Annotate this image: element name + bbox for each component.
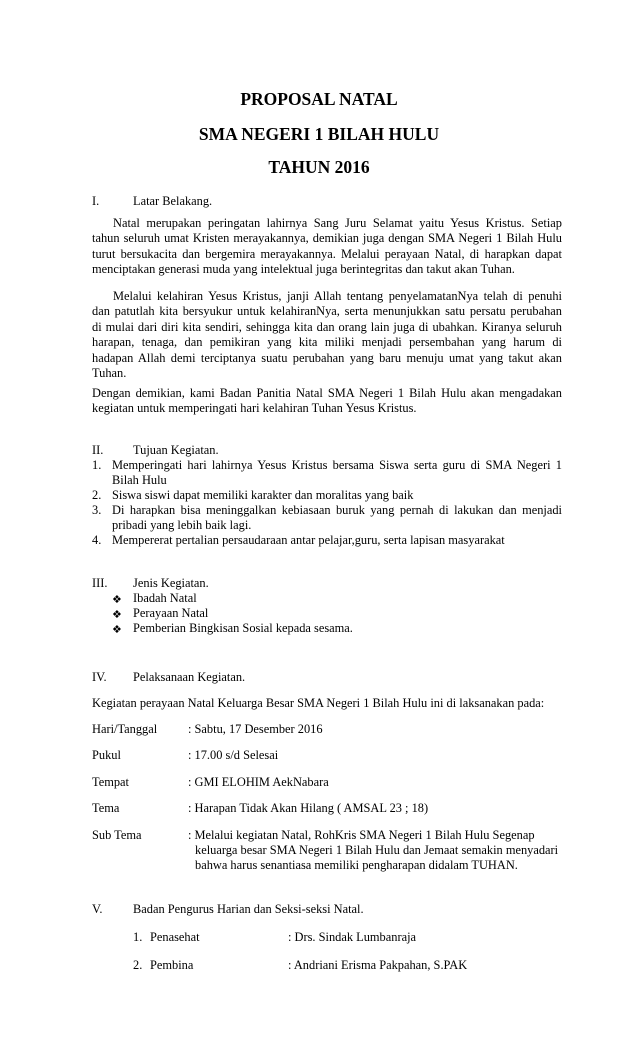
schedule-value-time: : 17.00 s/d Selesai: [188, 748, 279, 762]
schedule-value-subtheme: : Melalui kegiatan Natal, RohKris SMA Negeri 1 Bilah Hulu Segenap: [188, 828, 535, 842]
paragraph-3-line: kegiatan untuk memperingati hari kelahiran Tuhan Yesus Kristus.: [92, 401, 417, 416]
goal-item-text: Siswa siswi dapat memiliki karakter dan moralitas yang baik: [112, 488, 414, 502]
committee-name-supervisor: : Andriani Erisma Pakpahan, S.PAK: [288, 958, 468, 972]
paragraph-2-line: Tuhan.: [92, 366, 127, 381]
paragraph-2: [92, 289, 562, 381]
committee-name-advisor: : Drs. Sindak Lumbanraja: [288, 930, 417, 944]
diamond-bullet-icon: ❖: [112, 608, 122, 621]
paragraph-1-line: Natal merupakan peringatan lahirnya Sang Juru Selamat yaitu Yesus Kristus. Setiap: [113, 216, 562, 230]
schedule-label-subtheme: Sub Tema: [92, 828, 142, 842]
diamond-bullet-icon: ❖: [112, 593, 122, 606]
schedule-label-place: Tempat: [92, 775, 129, 789]
goal-item-number: 4.: [92, 533, 102, 547]
goal-item-number: 3.: [92, 503, 102, 517]
section-1-number: I.: [92, 194, 100, 208]
schedule-value-subtheme: bahwa harus senantiasa memiliki pengharapan didalam TUHAN.: [195, 858, 518, 872]
schedule-value-subtheme: keluarga besar SMA Negeri 1 Bilah Hulu dan Jemaat semakin menyadari: [195, 843, 559, 857]
paragraph-3: [92, 386, 562, 417]
section-1-heading: Latar Belakang.: [133, 194, 213, 208]
activity-item: Perayaan Natal: [133, 606, 209, 620]
goal-item-text: Memperingati hari lahirnya Yesus Kristus bersama Siswa serta guru di SMA Negeri 1: [112, 458, 562, 472]
paragraph-3-line: Dengan demikian, kami Badan Panitia Natal SMA Negeri 1 Bilah Hulu akan mengadakan: [92, 386, 562, 400]
section-5-number: V.: [92, 902, 103, 916]
paragraph-1: [92, 216, 562, 278]
section-4-number: IV.: [92, 670, 107, 684]
schedule-value-theme: : Harapan Tidak Akan Hilang ( AMSAL 23 ; 18): [188, 801, 429, 815]
activity-item: Pemberian Bingkisan Sosial kepada sesama.: [133, 621, 353, 635]
committee-item-number: 1.: [133, 930, 143, 944]
paragraph-1-line: turut bersukacita dan bergemira merayakannya. Melalui perayaan Natal, di harapkan dapat: [92, 246, 562, 261]
section-2-heading: Tujuan Kegiatan.: [133, 443, 219, 457]
goal-item-text: Bilah Hulu: [112, 473, 167, 487]
activity-item: Ibadah Natal: [133, 591, 197, 605]
section-3-heading: Jenis Kegiatan.: [133, 576, 209, 590]
schedule-label-theme: Tema: [92, 801, 120, 815]
committee-item-number: 2.: [133, 958, 143, 972]
schedule-label-time: Pukul: [92, 748, 121, 762]
committee-role-advisor: Penasehat: [150, 930, 200, 944]
goal-item-number: 1.: [92, 458, 102, 472]
goal-item-text: Di harapkan bisa meninggalkan kebiasaan buruk yang pernah di lakukan dan menjadi: [112, 503, 562, 517]
goal-item-number: 2.: [92, 488, 102, 502]
schedule-intro: Kegiatan perayaan Natal Keluarga Besar SMA Negeri 1 Bilah Hulu ini di laksanakan pada:: [92, 696, 545, 710]
paragraph-1-line: menciptakan generasi muda yang intelektual juga berintegritas dan takut akan Tuhan.: [92, 262, 515, 277]
school-name: SMA NEGERI 1 BILAH HULU: [198, 124, 440, 144]
schedule-value-date: : Sabtu, 17 Desember 2016: [188, 722, 323, 736]
section-5-heading: Badan Pengurus Harian dan Seksi-seksi Natal.: [133, 902, 364, 916]
goal-item-text: Mempererat pertalian persaudaraan antar pelajar,guru, serta lapisan masyarakat: [112, 533, 505, 547]
section-3-number: III.: [92, 576, 108, 590]
paragraph-2-line: dan patutlah kita bersyukur untuk kelahiranNya, serta menunjukkan satu persatu perubahan: [92, 304, 562, 319]
section-4-heading: Pelaksanaan Kegiatan.: [133, 670, 246, 684]
section-2-number: II.: [92, 443, 104, 457]
paragraph-2-line: harapan, tenaga, dan pemikiran yang kita miliki menjadi persembahan yang harum di: [92, 335, 562, 350]
schedule-label-date: Hari/Tanggal: [92, 722, 158, 736]
diamond-bullet-icon: ❖: [112, 623, 122, 636]
goal-item-text: pribadi yang lebih baik lagi.: [112, 518, 252, 532]
schedule-value-place: : GMI ELOHIM AekNabara: [188, 775, 329, 789]
paragraph-1-line: tahun seluruh umat Kristen merayakannya, demikian juga dengan SMA Negeri 1 Bilah Hulu: [92, 231, 562, 246]
document-title: PROPOSAL NATAL: [240, 89, 398, 109]
paragraph-2-line: hadapan Allah demi terciptanya suatu perubahan yang baru menuju umat yang takut akan: [92, 350, 562, 365]
committee-role-supervisor: Pembina: [150, 958, 194, 972]
paragraph-2-line: Melalui kelahiran Yesus Kristus, janji Allah tentang penyelamatanNya telah di penuhi: [113, 289, 562, 303]
document-year: TAHUN 2016: [268, 157, 370, 177]
paragraph-2-line: di mulai dari diri kita sendiri, sehingga kita dan orang lain juga di ubahkan. Kiranya seluruh: [92, 319, 562, 334]
